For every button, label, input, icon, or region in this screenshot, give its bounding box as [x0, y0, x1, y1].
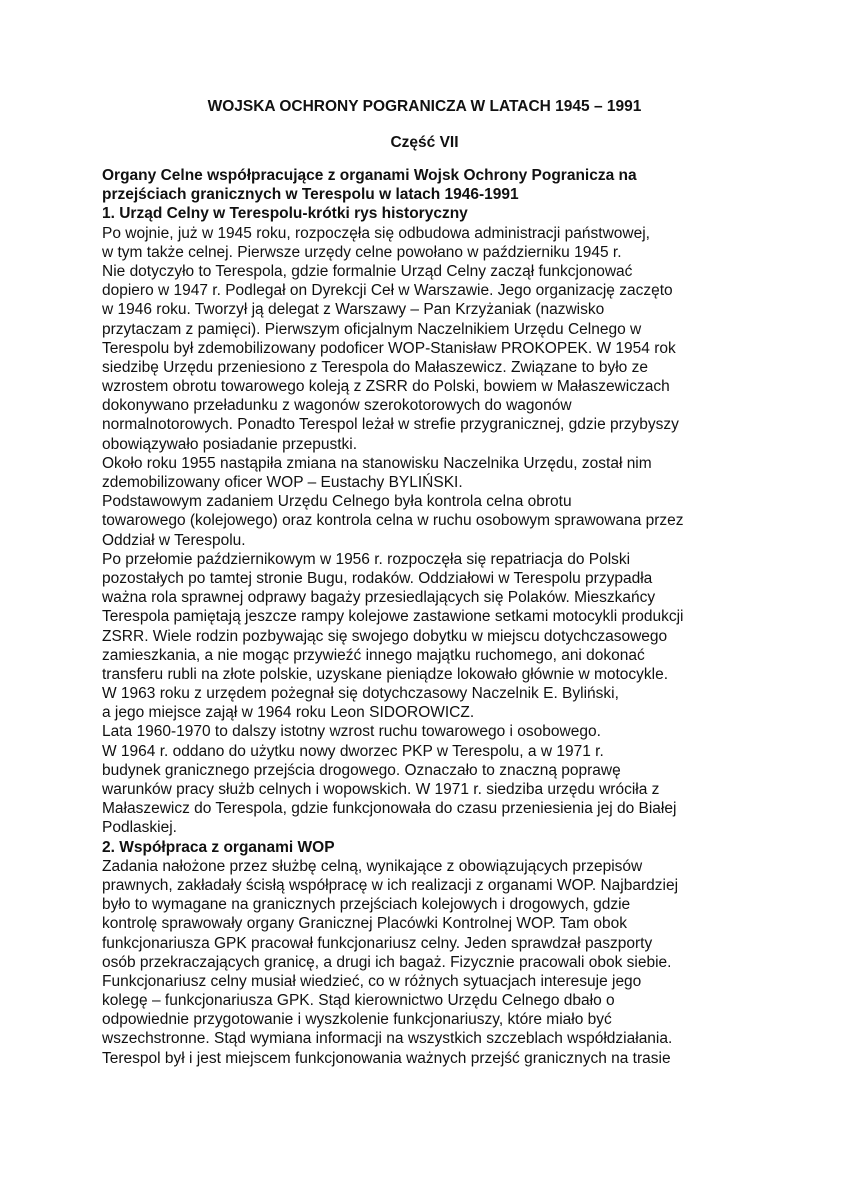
body-text-line: W 1963 roku z urzędem pożegnał się dotychczasowy Naczelnik E. Byliński, [102, 685, 619, 703]
body-text-line: Terespolu był zdemobilizowany podoficer WOP-Stanisław PROKOPEK. W 1954 rok [102, 339, 676, 357]
body-text-line: Podlaskiej. [102, 819, 177, 837]
body-text-line: odpowiednie przygotowanie i wyszkolenie funkcjonariuszy, które miało być [102, 1011, 612, 1029]
document-title: WOJSKA OCHRONY POGRANICZA W LATACH 1945 – 1991 [207, 98, 642, 115]
body-text-line: towarowego (kolejowego) oraz kontrola celna w ruchu osobowym sprawowana przez [102, 512, 684, 530]
body-text-line: kolegę – funkcjonariusza GPK. Stąd kierownictwo Urzędu Celnego dbało o [102, 992, 615, 1010]
body-text-line: zamieszkania, a nie mogąc przywieźć innego majątku ruchomego, ani dokonać [102, 646, 645, 664]
body-text-line: ważna rola sprawnej odprawy bagaży przesiedlających się Polaków. Mieszkańcy [102, 589, 656, 607]
section-heading-line: 1. Urząd Celny w Terespolu-krótki rys historyczny [102, 205, 468, 223]
body-text-line: wzrostem obrotu towarowego koleją z ZSRR do Polski, bowiem w Małaszewiczach [102, 378, 670, 396]
body-text-line: osób przekraczających granicę, a drugi ich bagaż. Fizycznie pracowali obok siebie. [102, 953, 672, 971]
body-text-line: zdemobilizowany oficer WOP – Eustachy BYLIŃSKI. [102, 474, 463, 491]
section-heading-line: Organy Celne współpracujące z organami Wojsk Ochrony Pogranicza na [102, 167, 637, 184]
body-text-line: dopiero w 1947 r. Podlegał on Dyrekcji Ceł w Warszawie. Jego organizację zaczęto [102, 282, 673, 300]
body-text-line: budynek granicznego przejścia drogowego. Oznaczało to znaczną poprawę [102, 761, 621, 779]
body-text-line: pozostałych po tamtej stronie Bugu, rodaków. Oddziałowi w Terespolu przypadła [102, 569, 653, 587]
body-text-line: Zadania nałożone przez służbę celną, wynikające z obowiązujących przepisów [102, 857, 643, 875]
document-part-heading: Część VII [390, 134, 459, 151]
section-heading-line: przejściach granicznych w Terespolu w latach 1946-1991 [102, 186, 519, 204]
body-text-line: Małaszewicz do Terespola, gdzie funkcjonowała do czasu przeniesienia jej do Białej [102, 800, 677, 818]
body-text-line: Terespol był i jest miejscem funkcjonowania ważnych przejść granicznych na trasie [102, 1049, 671, 1067]
body-text-line: obowiązywało posiadanie przepustki. [102, 435, 358, 453]
body-text-line: w tym także celnej. Pierwsze urzędy celne powołano w październiku 1945 r. [102, 243, 622, 261]
body-text-line: Oddział w Terespolu. [102, 531, 246, 549]
body-text-line: Terespola pamiętają jeszcze rampy kolejowe zastawione setkami motocykli produkcji [102, 608, 684, 626]
body-text-line: normalnotorowych. Ponadto Terespol leżał w strefie przygranicznej, gdzie przybyszy [102, 416, 679, 434]
body-text-line: Około roku 1955 nastąpiła zmiana na stanowisku Naczelnika Urzędu, został nim [102, 454, 652, 472]
body-text-line: Po przełomie październikowym w 1956 r. rozpoczęła się repatriacja do Polski [102, 550, 631, 568]
body-text-line: przytaczam z pamięci). Pierwszym oficjalnym Naczelnikiem Urzędu Celnego w [102, 320, 642, 338]
body-text-line: prawnych, zakładały ścisłą współpracę w ich realizacji z organami WOP. Najbardziej [102, 876, 679, 894]
body-text-line: Nie dotyczyło to Terespola, gdzie formalnie Urząd Celny zaczął funkcjonować [102, 262, 633, 280]
body-text-line: w 1946 roku. Tworzył ją delegat z Warszawy – Pan Krzyżaniak (nazwisko [102, 301, 605, 319]
body-text-line: kontrolę sprawowały organy Granicznej Placówki Kontrolnej WOP. Tam obok [102, 915, 627, 933]
document-body [102, 166, 782, 1068]
body-text-line: W 1964 r. oddano do użytku nowy dworzec PKP w Terespolu, a w 1971 r. [102, 742, 604, 760]
body-text-line: Funkcjonariusz celny musiał wiedzieć, co w różnych sytuacjach interesuje jego [102, 972, 642, 990]
body-text-line: Po wojnie, już w 1945 roku, rozpoczęła się odbudowa administracji państwowej, [102, 224, 650, 242]
body-text-line: Podstawowym zadaniem Urzędu Celnego była kontrola celna obrotu [102, 493, 572, 511]
body-text-line: Lata 1960-1970 to dalszy istotny wzrost ruchu towarowego i osobowego. [102, 723, 601, 741]
body-text-line: transferu rubli na złote polskie, uzyskane pieniądze lokowało głównie w motocykle. [102, 665, 669, 683]
section-heading-line: 2. Współpraca z organami WOP [102, 838, 335, 856]
body-text-line: wszechstronne. Stąd wymiana informacji na wszystkich szczeblach współdziałania. [102, 1030, 673, 1048]
body-text-line: siedzibę Urzędu przeniesiono z Terespola do Małaszewicz. Związane to było ze [102, 358, 648, 376]
body-text-line: dokonywano przeładunku z wagonów szerokotorowych do wagonów [102, 397, 572, 415]
body-text-line: ZSRR. Wiele rodzin pozbywając się swojego dobytku w miejscu dotychczasowego [102, 627, 668, 645]
body-text-line: warunków pracy służb celnych i wopowskich. W 1971 r. siedziba urzędu wróciła z [102, 781, 660, 798]
body-text-line: a jego miejsce zajął w 1964 roku Leon SIDOROWICZ. [102, 704, 475, 722]
body-text-line: funkcjonariusza GPK pracował funkcjonariusz celny. Jeden sprawdzał paszporty [102, 934, 653, 952]
body-text-line: było to wymagane na granicznych przejściach kolejowych i drogowych, gdzie [102, 896, 631, 914]
